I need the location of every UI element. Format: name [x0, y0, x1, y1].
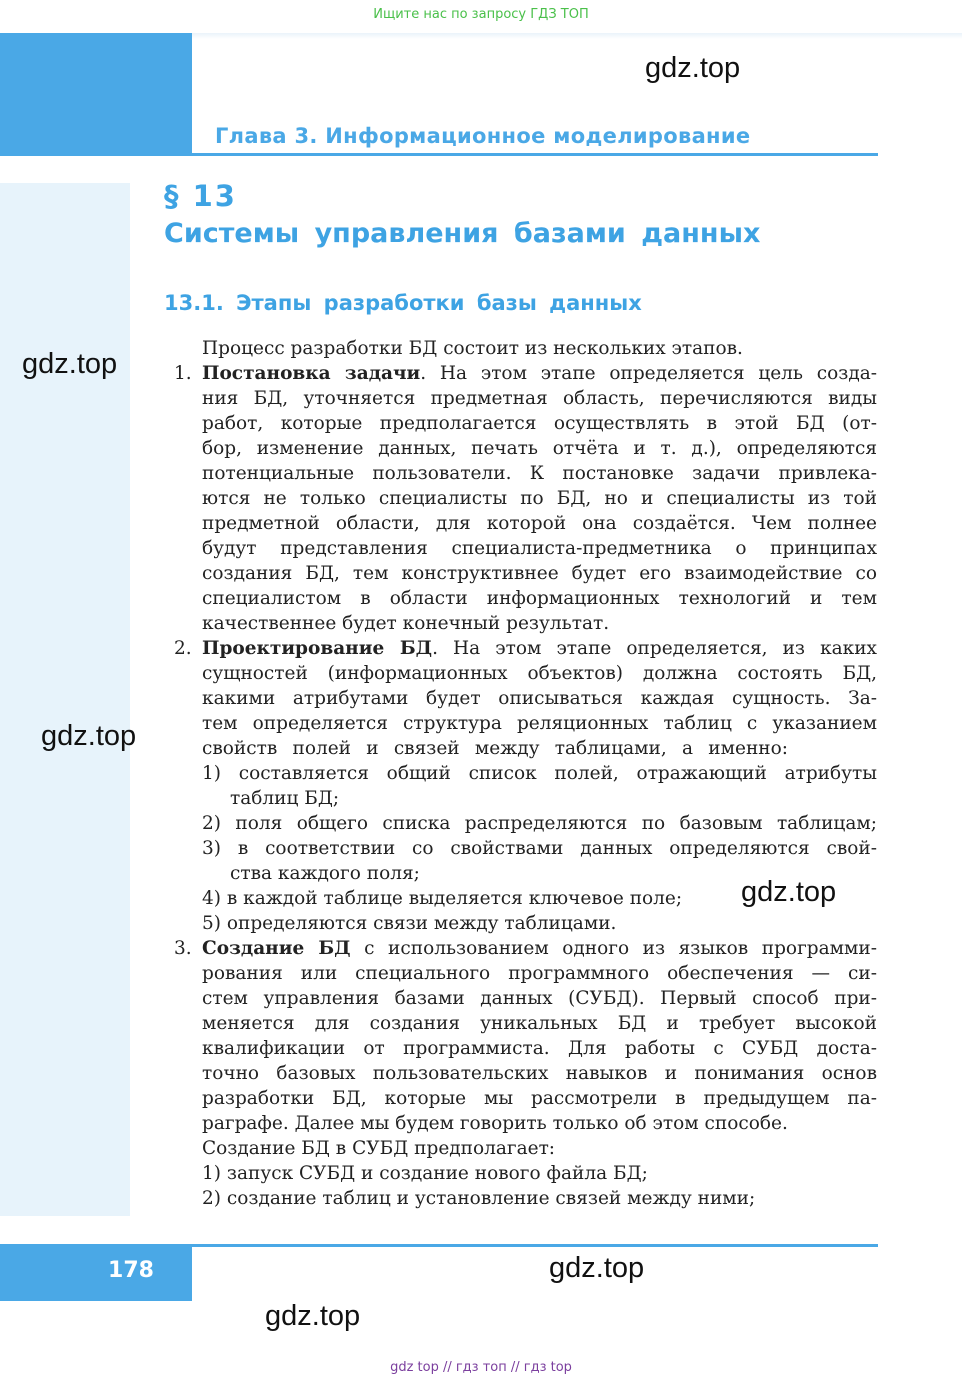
- sub-list-item: 1) запуск СУБД и создание нового файла БД;: [202, 1163, 648, 1184]
- list-item-line: Создание БД в СУБД предполагает:: [202, 1138, 556, 1159]
- header-rule: [192, 153, 878, 156]
- list-item-line: бор, изменение данных, печать отчёта и т. д.), определяются: [202, 438, 877, 459]
- footer-rule: [192, 1244, 878, 1247]
- header-shadow: [192, 33, 962, 39]
- sub-list-item: 4) в каждой таблице выделяется ключевое поле;: [202, 888, 683, 909]
- item-number: 3.: [174, 938, 192, 959]
- sub-list-item: 1) составляется общий список полей, отражающий атрибуты: [202, 763, 877, 784]
- list-item-line: тем определяется структура реляционных таблиц с указанием: [202, 713, 877, 734]
- watermark: gdz.top: [265, 1300, 361, 1332]
- list-item-line: Проектирование БД. На этом этапе определяется, из каких: [202, 638, 877, 659]
- sub-list-item: 2) создание таблиц и установление связей между ними;: [202, 1188, 756, 1209]
- chapter-title: Глава 3. Информационное моделирование: [215, 124, 751, 148]
- page-number: 178: [108, 1258, 154, 1283]
- sub-list-item: ства каждого поля;: [230, 863, 420, 884]
- list-item-line: рования или специального программного обеспечения — си-: [202, 963, 877, 984]
- list-item-line: специалистом в области информационных технологий и тем: [202, 588, 877, 609]
- list-item-line: разработки БД, которые мы рассмотрели в предыдущем па-: [202, 1088, 877, 1109]
- list-item-line: свойств полей и связей между таблицами, а именно:: [202, 738, 788, 759]
- list-item-line: стем управления базами данных (СУБД). Первый способ при-: [202, 988, 877, 1009]
- list-item-line: будут представления специалиста-предметника о принципах: [202, 538, 877, 559]
- watermark: gdz.top: [549, 1252, 645, 1284]
- list-item-line: какими атрибутами будет описываться каждая сущность. За-: [202, 688, 877, 709]
- intro-text: Процесс разработки БД состоит из нескольких этапов.: [202, 338, 743, 359]
- list-item-line: раграфе. Далее мы будем говорить только об этом способе.: [202, 1113, 788, 1134]
- list-item-line: ются не только специалисты по БД, но и специалисты из той: [202, 488, 877, 509]
- list-item-line: ния БД, уточняется предметная область, перечисляются виды: [202, 388, 877, 409]
- sub-list-item: 5) определяются связи между таблицами.: [202, 913, 617, 934]
- subsection-title: 13.1. Этапы разработки базы данных: [164, 291, 642, 315]
- sub-list-item: 2) поля общего списка распределяются по базовым таблицам;: [202, 813, 877, 834]
- list-item-line: сущностей (информационных объектов) должна состоять БД,: [202, 663, 877, 684]
- list-item-line: создания БД, тем конструктивнее будет его взаимодействие со: [202, 563, 877, 584]
- paragraph-number: § 13: [164, 179, 237, 213]
- list-item-line: Создание БД с использованием одного из языков программи-: [202, 938, 877, 959]
- watermark: gdz.top: [22, 348, 118, 380]
- list-item-line: Постановка задачи. На этом этапе определяется цель созда-: [202, 363, 878, 384]
- item-number: 2.: [174, 638, 192, 659]
- watermark: gdz.top: [41, 720, 137, 752]
- list-item-line: меняется для создания уникальных БД и требует высокой: [202, 1013, 877, 1034]
- item-heading: Создание БД: [202, 938, 351, 959]
- item-heading: Постановка задачи: [202, 363, 421, 384]
- top-banner-text: Ищите нас по запросу ГДЗ ТОП: [373, 7, 589, 22]
- header-color-block: [0, 33, 192, 156]
- paragraph-title: Системы управления базами данных: [164, 218, 761, 249]
- list-item-line: квалификации от программиста. Для работы с СУБД доста-: [202, 1038, 877, 1059]
- item-heading: Проектирование БД: [202, 638, 433, 659]
- list-item-line: точно базовых пользовательских навыков и понимания основ: [202, 1063, 877, 1084]
- list-item-line: качественнее будет конечный результат.: [202, 613, 610, 634]
- bottom-links-text: gdz top // гдз топ // гдз top: [390, 1360, 572, 1375]
- sub-list-item: 3) в соответствии со свойствами данных определяются свой-: [202, 838, 877, 859]
- list-item-line: предметной области, для которой она создаётся. Чем полнее: [202, 513, 877, 534]
- left-margin-strip: [0, 183, 130, 1216]
- item-number: 1.: [174, 363, 192, 384]
- sub-list-item: таблиц БД;: [230, 788, 340, 809]
- watermark: gdz.top: [741, 876, 837, 908]
- list-item-line: потенциальные пользователи. К постановке задачи привлека-: [202, 463, 877, 484]
- watermark: gdz.top: [645, 52, 741, 84]
- list-item-line: работ, которые предполагается осуществлять в этой БД (от-: [202, 413, 877, 434]
